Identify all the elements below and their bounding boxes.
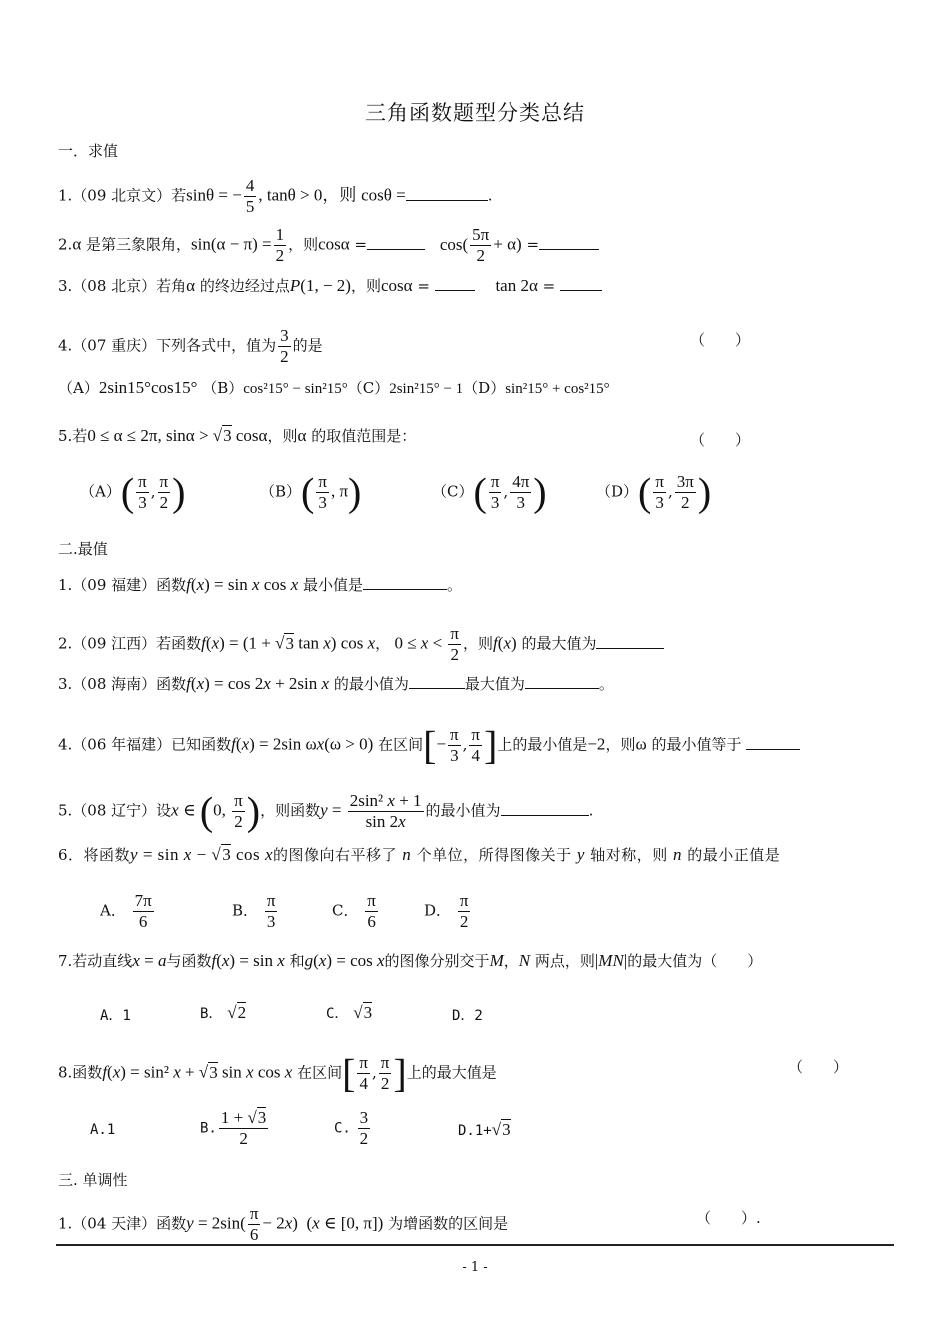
answer-paren[interactable]: （ ） — [690, 331, 751, 349]
answer-blank[interactable] — [409, 674, 465, 689]
answer-paren[interactable]: （ ）. — [696, 1209, 761, 1227]
page-number: - 1 - — [462, 1260, 488, 1275]
question-1-5: 5.若0 ≤ α ≤ 2π, sinα > √3 cosα，则α 的取值范围是： — [58, 426, 417, 445]
option-b[interactable]: B． √2 — [200, 1003, 247, 1022]
answer-blank[interactable] — [435, 276, 475, 291]
question-1-2: 2.α 是第三象限角，sin(α − π) = $\frac{1}{2}$ ，则cosα = cos( $\frac{5\pi}{2}$ + α) = — [58, 225, 599, 266]
answer-blank[interactable] — [363, 575, 447, 590]
option-d[interactable]: （D）( $\frac{\pi}{3}$ , $\frac{3\pi}{2}$ ) — [596, 469, 712, 515]
fraction: $\frac{1}{2}$ — [275, 225, 285, 265]
answer-blank[interactable] — [596, 634, 664, 649]
footer-divider — [56, 1244, 894, 1246]
option-a[interactable]: A． $\frac{7\pi}{6}$ — [100, 891, 152, 931]
section-header-extrema: 二.最值 — [58, 540, 108, 558]
fraction: $\frac{3}{2}$ — [280, 326, 289, 366]
answer-paren[interactable]: （ ） — [788, 1058, 849, 1076]
option-b[interactable]: B． $\frac{\pi}{3}$ — [232, 891, 276, 931]
option-b[interactable]: （B） — [202, 379, 244, 397]
option-b[interactable]: B. $\frac{1 + √3}{2}$ — [200, 1108, 267, 1148]
option-d[interactable]: D.1+√3 — [458, 1120, 511, 1139]
answer-blank[interactable] — [539, 235, 599, 250]
question-1-1: 1.（09 北京文）若sinθ = − $\frac{4}{5}$ , tanθ > 0，则 cosθ = . — [58, 176, 493, 216]
question-2-7: 7.若动直线x = a与函数f(x) = sin x 和g(x) = cos x的图像分别交于M，N 两点，则|MN|的最大值为（ ） — [58, 951, 763, 970]
question-2-5: 5.（08 辽宁）设x ∈ (0, $\frac{\pi}{2}$ )，则函数y = $\frac{\text{2sin² x + 1}}{\sin 2x}$ 的最小值为 . — [58, 788, 594, 834]
option-c[interactable]: C. $\frac{3}{2}$ — [334, 1108, 369, 1148]
section-header-values: 一．求值 — [58, 142, 119, 160]
question-2-2: 2.（09 江西）若函数f(x) = (1 + √3 tan x) cos x， 0 ≤ x < $\frac{\pi}{2}$ ，则f(x) 的最大值为 — [58, 624, 664, 665]
question-2-3: 3.（08 海南）函数f(x) = cos 2x + 2sin x 的最小值为 最大值为 。 — [58, 674, 614, 693]
option-c[interactable]: C． $\frac{\pi}{6}$ — [332, 891, 376, 931]
option-a[interactable]: （A） — [58, 379, 99, 397]
question-2-4: 4.（06 年福建）已知函数f(x) = 2sin ωx(ω > 0) 在区间[− $\frac{\pi}{3}$ , $\frac{\pi}{4}$ ]上的最小值是−2，则ω 的最小值等于 — [58, 725, 800, 766]
option-d[interactable]: D． $\frac{\pi}{2}$ — [424, 891, 469, 931]
answer-blank[interactable] — [746, 735, 800, 750]
answer-blank[interactable] — [560, 276, 602, 291]
fraction: $\frac{5\pi}{2}$ — [472, 225, 490, 265]
option-b[interactable]: （B）( $\frac{\pi}{3}$ , π) — [260, 469, 362, 515]
option-a[interactable]: A．1 — [100, 1008, 131, 1024]
option-a[interactable]: A.1 — [90, 1122, 116, 1138]
option-d[interactable]: （D） — [463, 379, 506, 397]
section-header-monotonicity: 三. 单调性 — [58, 1171, 128, 1189]
fraction: $\frac{4}{5}$ — [245, 176, 255, 216]
option-d[interactable]: D．2 — [452, 1008, 483, 1024]
answer-blank[interactable] — [501, 801, 589, 816]
option-c[interactable]: （C） — [347, 379, 390, 397]
answer-blank[interactable] — [406, 186, 488, 201]
answer-blank[interactable] — [525, 674, 599, 689]
page-title: 三角函数题型分类总结 — [365, 101, 585, 125]
question-2-8: 8.函数f(x) = sin² x + √3 sin x cos x 在区间[ $\frac{\pi}{4}$ , $\frac{\pi}{2}$ ]上的最大值是 — [58, 1050, 497, 1096]
option-a[interactable]: （A）( $\frac{\pi}{3}$ , $\frac{\pi}{2}$ ) — [80, 469, 186, 515]
answer-blank[interactable] — [367, 235, 425, 250]
question-1-4: 4.（07 重庆）下列各式中，值为 $\frac{3}{2}$ 的是 — [58, 326, 323, 366]
answer-paren[interactable]: （ ） — [690, 431, 751, 449]
question-1-4-options: （A）2sin15°cos15° （B）cos²15° − sin²15°（C）2sin²15° − 1（D）sin²15° + cos²15° — [58, 378, 610, 397]
question-2-6: 6．将函数y = sin x − √3 cos x的图像向右平移了 n 个单位，所得图像关于 y 轴对称，则 n 的最小正值是 — [58, 845, 781, 864]
option-c[interactable]: C． √3 — [326, 1003, 373, 1022]
question-2-1: 1.（09 福建）函数f(x) = sin x cos x 最小值是 。 — [58, 575, 463, 594]
option-c[interactable]: （C）( $\frac{\pi}{3}$ , $\frac{4\pi}{3}$ ) — [432, 469, 547, 515]
question-1-3: 3.（08 北京）若角α 的终边经过点P(1, − 2)，则cosα = tan 2α = — [58, 276, 602, 296]
question-3-1: 1.（04 天津）函数y = 2sin( $\frac{\pi}{6}$ − 2x) (x ∈ [0, π]) 为增函数的区间是 — [58, 1204, 509, 1244]
